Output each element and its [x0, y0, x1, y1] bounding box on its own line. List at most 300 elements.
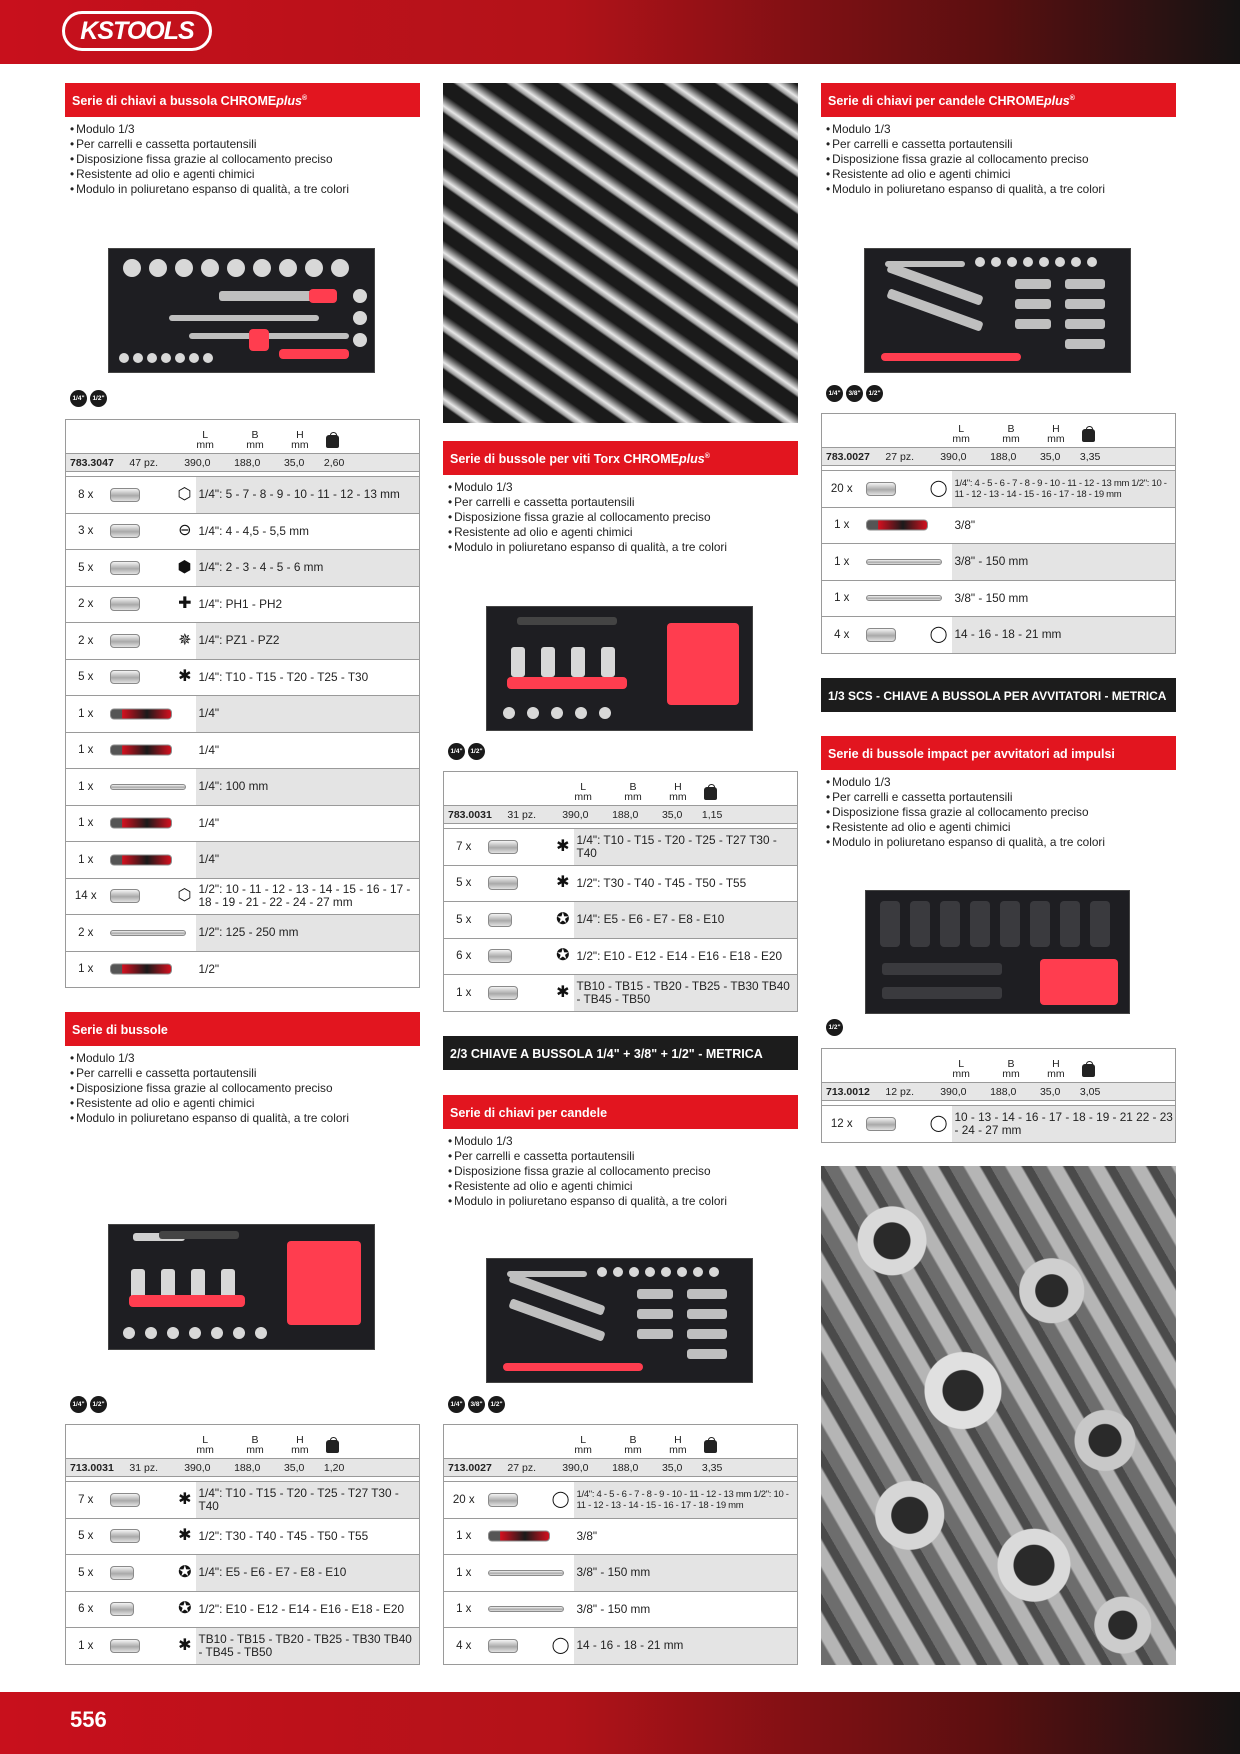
feature-list — [70, 1051, 425, 1126]
table-row — [66, 623, 420, 660]
item-picture — [106, 1518, 196, 1555]
item-description: 3/8" — [952, 507, 1176, 544]
profile-icon: ✪ — [178, 1563, 192, 1581]
tool-image — [110, 561, 140, 575]
item-description: 1/4": T10 - T15 - T20 - T25 - T30 — [196, 659, 420, 696]
item-quantity: 4 x — [444, 1628, 484, 1665]
table-row — [444, 829, 798, 866]
table-row — [444, 1628, 798, 1665]
spec-header-cell — [180, 420, 230, 454]
feature-item: • Disposizione fissa grazie al collocamento preciso — [826, 805, 1181, 820]
article-row — [822, 448, 1176, 466]
item-description: 1/4": 4 - 5 - 6 - 7 - 8 - 9 - 10 - 11 - 12 - 13 mm 1/2": 10 - 11 - 12 - 13 - 14 - 15 - 16 - 17 - 18 - 19 mm — [574, 1482, 798, 1519]
piece-count: 12 pz. — [881, 1083, 936, 1101]
dim-label: L — [202, 429, 209, 441]
item-picture — [862, 580, 952, 617]
item-picture — [484, 1628, 574, 1665]
spec-table — [65, 419, 420, 480]
table-row — [66, 1555, 420, 1592]
drive-size-badge: 1/4" — [70, 1396, 87, 1413]
spec-header-cell — [444, 772, 504, 806]
dim-label: H — [296, 429, 304, 441]
page-number: 556 — [70, 1707, 107, 1732]
feature-item: • Modulo in poliuretano espanso di qualità, a tre colori — [70, 1111, 425, 1126]
tool-image — [110, 784, 186, 790]
item-description: 14 - 16 - 18 - 21 mm — [574, 1628, 798, 1665]
item-picture — [106, 1591, 196, 1628]
footer-bar — [0, 1692, 1240, 1754]
article-row — [66, 454, 420, 472]
profile-icon: ✱ — [556, 874, 570, 892]
item-picture — [484, 1518, 574, 1555]
tool-image — [110, 1639, 140, 1653]
spec-header-cell — [698, 1425, 798, 1459]
table-row — [66, 1518, 420, 1555]
item-quantity: 5 x — [66, 1518, 106, 1555]
item-quantity: 6 x — [444, 938, 484, 975]
item-quantity: 1 x — [444, 1555, 484, 1592]
spec-header-cell — [558, 1425, 608, 1459]
tool-image — [488, 913, 512, 927]
drive-size-badges — [826, 385, 883, 402]
item-quantity: 7 x — [66, 1482, 106, 1519]
piece-count: 31 pz. — [503, 806, 558, 824]
item-description: 1/2": E10 - E12 - E14 - E16 - E18 - E20 — [196, 1591, 420, 1628]
contents-table — [821, 1105, 1176, 1143]
product-tray-image — [108, 248, 375, 373]
spec-table — [443, 771, 798, 832]
item-description: 1/4": T10 - T15 - T20 - T25 - T27 T30 - T40 — [196, 1482, 420, 1519]
drive-size-badge: 3/8" — [468, 1396, 485, 1413]
profile-icon: ✵ — [178, 631, 192, 649]
feature-item: • Modulo in poliuretano espanso di qualità, a tre colori — [448, 540, 803, 555]
dim-unit: mm — [624, 1444, 642, 1456]
feature-item: • Modulo in poliuretano espanso di qualità, a tre colori — [70, 182, 425, 197]
item-description: 3/8" - 150 mm — [952, 544, 1176, 581]
item-quantity: 1 x — [66, 1628, 106, 1665]
profile-icon: ✱ — [178, 668, 192, 686]
table-row — [66, 586, 420, 623]
dim-unit: mm — [952, 433, 970, 445]
dim-unit: mm — [291, 1444, 309, 1456]
table-row — [444, 902, 798, 939]
dim-unit: mm — [1002, 433, 1020, 445]
feature-item: • Disposizione fissa grazie al collocamento preciso — [826, 152, 1181, 167]
table-row — [822, 471, 1176, 508]
table-row — [822, 580, 1176, 617]
drive-size-badges — [448, 743, 485, 760]
weight-icon — [704, 1440, 717, 1453]
item-picture — [106, 769, 196, 806]
item-description: 1/4": PH1 - PH2 — [196, 586, 420, 623]
article-code: 713.0012 — [822, 1083, 882, 1101]
feature-item: • Resistente ad olio e agenti chimici — [826, 820, 1181, 835]
item-description: 1/4": 100 mm — [196, 769, 420, 806]
item-quantity: 5 x — [66, 659, 106, 696]
item-quantity: 20 x — [444, 1482, 484, 1519]
item-quantity: 5 x — [66, 550, 106, 587]
item-quantity: 1 x — [66, 732, 106, 769]
feature-item: • Resistente ad olio e agenti chimici — [826, 167, 1181, 182]
spec-header-cell — [66, 1425, 126, 1459]
item-quantity: 7 x — [444, 829, 484, 866]
weight-value: 1,20 — [320, 1459, 420, 1477]
tool-image — [110, 634, 140, 648]
item-picture — [484, 938, 574, 975]
profile-icon: ✪ — [178, 1600, 192, 1618]
item-description: TB10 - TB15 - TB20 - TB25 - TB30 TB40 - TB45 - TB50 — [196, 1628, 420, 1665]
table-row — [822, 507, 1176, 544]
length-value: 390,0 — [558, 806, 608, 824]
feature-list — [826, 775, 1181, 850]
article-code: 713.0027 — [444, 1459, 504, 1477]
dim-unit: mm — [196, 439, 214, 451]
tool-image — [488, 1493, 518, 1507]
drive-size-badge: 3/8" — [846, 385, 863, 402]
section-title: Serie di chiavi a bussola CHROMEplus® — [65, 83, 420, 117]
product-tray-image — [108, 1224, 375, 1350]
drive-size-badges — [448, 1396, 505, 1413]
item-description: 3/8" - 150 mm — [952, 580, 1176, 617]
spec-table — [65, 1424, 420, 1485]
table-row — [822, 1106, 1176, 1143]
tool-image — [110, 524, 140, 538]
height-value: 35,0 — [280, 454, 320, 472]
weight-value: 3,35 — [698, 1459, 798, 1477]
length-value: 390,0 — [180, 454, 230, 472]
spec-header-row — [66, 1425, 420, 1459]
dim-label: H — [674, 781, 682, 793]
weight-icon — [326, 1440, 339, 1453]
item-picture — [106, 805, 196, 842]
item-picture — [106, 732, 196, 769]
spec-header-cell — [936, 414, 986, 448]
article-code: 713.0031 — [66, 1459, 126, 1477]
profile-icon: ✱ — [178, 1490, 192, 1508]
length-value: 390,0 — [558, 1459, 608, 1477]
item-description: 1/2": T30 - T40 - T45 - T50 - T55 — [574, 865, 798, 902]
height-value: 35,0 — [658, 806, 698, 824]
category-band: 2/3 CHIAVE A BUSSOLA 1/4" + 3/8" + 1/2" - METRICA — [443, 1036, 798, 1070]
tool-image — [488, 949, 512, 963]
table-row — [66, 477, 420, 514]
table-row — [66, 842, 420, 879]
item-quantity: 8 x — [66, 477, 106, 514]
table-row — [66, 1591, 420, 1628]
height-value: 35,0 — [658, 1459, 698, 1477]
item-description: 1/4" — [196, 696, 420, 733]
article-row — [444, 806, 798, 824]
item-picture — [106, 586, 196, 623]
item-description: 1/4" — [196, 842, 420, 879]
item-picture — [484, 975, 574, 1012]
item-picture — [106, 951, 196, 988]
item-quantity: 1 x — [822, 580, 862, 617]
table-row — [66, 951, 420, 988]
table-row — [444, 1555, 798, 1592]
width-value: 188,0 — [230, 454, 280, 472]
table-row — [822, 544, 1176, 581]
profile-icon: ◯ — [929, 625, 948, 643]
item-quantity: 12 x — [822, 1106, 862, 1143]
item-quantity: 1 x — [66, 805, 106, 842]
product-tray-image — [864, 248, 1131, 373]
feature-item: • Per carrelli e cassetta portautensili — [826, 790, 1181, 805]
section-title: Serie di bussole — [65, 1012, 420, 1046]
item-quantity: 5 x — [444, 865, 484, 902]
drive-size-badge: 1/2" — [866, 385, 883, 402]
item-description: 1/2" — [196, 951, 420, 988]
item-picture — [106, 659, 196, 696]
dim-unit: mm — [1047, 433, 1065, 445]
width-value: 188,0 — [608, 806, 658, 824]
drive-size-badges — [70, 1396, 107, 1413]
item-quantity: 4 x — [822, 617, 862, 654]
table-row — [444, 865, 798, 902]
item-picture — [106, 696, 196, 733]
tool-image — [488, 1570, 564, 1576]
tool-image — [110, 964, 172, 975]
dim-label: L — [202, 1434, 209, 1446]
item-quantity: 1 x — [822, 507, 862, 544]
table-row — [444, 1482, 798, 1519]
item-picture — [484, 865, 574, 902]
tool-image — [110, 818, 172, 829]
spec-header-row — [822, 414, 1176, 448]
feature-item: • Modulo 1/3 — [70, 1051, 425, 1066]
tool-image — [488, 1531, 550, 1542]
weight-icon — [1082, 1064, 1095, 1077]
item-quantity: 1 x — [444, 975, 484, 1012]
item-picture — [862, 507, 952, 544]
dim-label: H — [674, 1434, 682, 1446]
spec-header-cell — [608, 772, 658, 806]
tool-image — [110, 930, 186, 936]
item-description: 3/8" - 150 mm — [574, 1555, 798, 1592]
item-quantity: 1 x — [66, 696, 106, 733]
item-description: 3/8" - 150 mm — [574, 1591, 798, 1628]
profile-icon: ✪ — [556, 910, 570, 928]
item-quantity: 1 x — [444, 1591, 484, 1628]
drive-size-badge: 1/2" — [90, 1396, 107, 1413]
tool-image — [488, 1639, 518, 1653]
item-picture — [484, 1555, 574, 1592]
item-description: 1/4": T10 - T15 - T20 - T25 - T27 T30 - T40 — [574, 829, 798, 866]
dim-label: B — [629, 1434, 637, 1446]
piece-count: 47 pz. — [125, 454, 180, 472]
drive-size-badges — [826, 1019, 843, 1036]
profile-icon: ⬢ — [177, 558, 192, 576]
profile-icon: ✱ — [556, 983, 570, 1001]
tool-image — [488, 876, 518, 890]
feature-item: • Modulo 1/3 — [70, 122, 425, 137]
feature-item: • Modulo in poliuretano espanso di qualità, a tre colori — [826, 835, 1181, 850]
drive-size-badges — [70, 390, 107, 407]
table-row — [66, 696, 420, 733]
contents-table — [821, 470, 1176, 654]
length-value: 390,0 — [936, 448, 986, 466]
item-description: 1/4": E5 - E6 - E7 - E8 - E10 — [196, 1555, 420, 1592]
item-picture — [484, 1591, 574, 1628]
item-quantity: 5 x — [66, 1555, 106, 1592]
header-bar — [0, 0, 1240, 64]
feature-item: • Per carrelli e cassetta portautensili — [448, 1149, 803, 1164]
tool-image — [110, 1566, 134, 1580]
item-quantity: 6 x — [66, 1591, 106, 1628]
feature-item: • Resistente ad olio e agenti chimici — [70, 1096, 425, 1111]
item-picture — [106, 550, 196, 587]
profile-icon: ✱ — [178, 1527, 192, 1545]
item-description: 1/4" — [196, 805, 420, 842]
dim-label: H — [296, 1434, 304, 1446]
feature-item: • Modulo 1/3 — [448, 480, 803, 495]
profile-icon: ⬡ — [177, 887, 192, 905]
table-row — [66, 915, 420, 952]
feature-item: • Per carrelli e cassetta portautensili — [70, 137, 425, 152]
article-code: 783.0027 — [822, 448, 882, 466]
table-row — [444, 1518, 798, 1555]
feature-item: • Per carrelli e cassetta portautensili — [70, 1066, 425, 1081]
dim-unit: mm — [1047, 1068, 1065, 1080]
item-quantity: 1 x — [66, 951, 106, 988]
dim-label: H — [1052, 1058, 1060, 1070]
tool-image — [110, 488, 140, 502]
product-tray-image — [486, 1258, 753, 1383]
profile-icon: ✱ — [556, 837, 570, 855]
tool-image — [110, 597, 140, 611]
table-row — [66, 1482, 420, 1519]
table-row — [444, 975, 798, 1012]
feature-item: • Disposizione fissa grazie al collocamento preciso — [70, 1081, 425, 1096]
item-quantity: 2 x — [66, 915, 106, 952]
item-quantity: 1 x — [66, 769, 106, 806]
feature-item: • Resistente ad olio e agenti chimici — [448, 525, 803, 540]
tool-image — [110, 1602, 134, 1616]
feature-list — [826, 122, 1181, 197]
item-description: 1/4" — [196, 732, 420, 769]
tool-image — [866, 1117, 896, 1131]
tool-image — [866, 482, 896, 496]
category-band: 1/3 SCS - CHIAVE A BUSSOLA PER AVVITATORI - METRICA — [821, 678, 1176, 712]
section-title: Serie di chiavi per candele CHROMEplus® — [821, 83, 1176, 117]
height-value: 35,0 — [1036, 448, 1076, 466]
table-row — [66, 805, 420, 842]
article-row — [66, 1459, 420, 1477]
drive-size-badge: 1/2" — [90, 390, 107, 407]
dim-unit: mm — [952, 1068, 970, 1080]
dim-unit: mm — [246, 439, 264, 451]
item-description: 1/2": T30 - T40 - T45 - T50 - T55 — [196, 1518, 420, 1555]
dim-unit: mm — [246, 1444, 264, 1456]
table-row — [66, 550, 420, 587]
profile-icon: ◯ — [551, 1490, 570, 1508]
spec-header-cell — [658, 772, 698, 806]
spec-header-cell — [280, 420, 320, 454]
contents-table — [443, 828, 798, 1012]
item-picture — [106, 915, 196, 952]
height-value: 35,0 — [280, 1459, 320, 1477]
product-tray-image — [865, 890, 1130, 1014]
tool-image — [488, 1606, 564, 1612]
spec-header-cell — [230, 420, 280, 454]
tool-image — [110, 745, 172, 756]
dim-label: L — [958, 423, 965, 435]
brand-logo: KS TOOLS — [62, 11, 212, 51]
profile-icon: ⬡ — [177, 485, 192, 503]
item-quantity: 3 x — [66, 513, 106, 550]
item-description: 1/4": 4 - 4,5 - 5,5 mm — [196, 513, 420, 550]
dim-unit: mm — [291, 439, 309, 451]
width-value: 188,0 — [230, 1459, 280, 1477]
contents-table — [443, 1481, 798, 1665]
drive-size-badge: 1/4" — [448, 743, 465, 760]
hex-keys-photo — [443, 83, 798, 423]
spec-table — [443, 1424, 798, 1485]
spec-table — [821, 1048, 1176, 1109]
feature-item: • Modulo 1/3 — [448, 1134, 803, 1149]
article-row — [822, 1083, 1176, 1101]
dim-unit: mm — [574, 1444, 592, 1456]
dim-label: L — [580, 1434, 587, 1446]
spec-header-row — [444, 1425, 798, 1459]
item-quantity: 5 x — [444, 902, 484, 939]
length-value: 390,0 — [936, 1083, 986, 1101]
tool-image — [110, 889, 140, 903]
article-code: 783.3047 — [66, 454, 126, 472]
tool-image — [866, 559, 942, 565]
item-description: 1/4": 2 - 3 - 4 - 5 - 6 mm — [196, 550, 420, 587]
section-title: Serie di bussole per viti Torx CHROMEplus® — [443, 441, 798, 475]
feature-item: • Per carrelli e cassetta portautensili — [448, 495, 803, 510]
item-picture — [106, 477, 196, 514]
dim-label: B — [1007, 423, 1015, 435]
spec-header-row — [66, 420, 420, 454]
contents-table — [65, 476, 420, 988]
item-picture — [862, 471, 952, 508]
profile-icon: ◯ — [929, 1114, 948, 1132]
width-value: 188,0 — [986, 1083, 1036, 1101]
table-row — [66, 1628, 420, 1665]
dim-label: H — [1052, 423, 1060, 435]
dim-label: L — [958, 1058, 965, 1070]
spec-header-row — [444, 772, 798, 806]
weight-icon — [326, 435, 339, 448]
item-picture — [862, 1106, 952, 1143]
tool-image — [866, 595, 942, 601]
drive-size-badge: 1/4" — [826, 385, 843, 402]
profile-icon: ✚ — [178, 595, 192, 613]
drive-size-badge: 1/2" — [488, 1396, 505, 1413]
spec-header-cell — [1036, 414, 1076, 448]
spec-header-cell — [881, 414, 936, 448]
tool-image — [110, 1529, 140, 1543]
section-title: Serie di chiavi per candele — [443, 1095, 798, 1129]
item-picture — [106, 842, 196, 879]
spec-header-cell — [66, 420, 126, 454]
dim-label: B — [629, 781, 637, 793]
feature-item: • Modulo in poliuretano espanso di qualità, a tre colori — [448, 1194, 803, 1209]
feature-list — [448, 1134, 803, 1209]
spec-header-cell — [125, 1425, 180, 1459]
profile-icon: ◯ — [929, 479, 948, 497]
item-description: 1/4": 5 - 7 - 8 - 9 - 10 - 11 - 12 - 13 mm — [196, 477, 420, 514]
tool-image — [110, 708, 172, 719]
item-description: 14 - 16 - 18 - 21 mm — [952, 617, 1176, 654]
item-picture — [862, 544, 952, 581]
item-description: 1/2": E10 - E12 - E14 - E16 - E18 - E20 — [574, 938, 798, 975]
spec-header-cell — [320, 1425, 420, 1459]
contents-table — [65, 1481, 420, 1665]
